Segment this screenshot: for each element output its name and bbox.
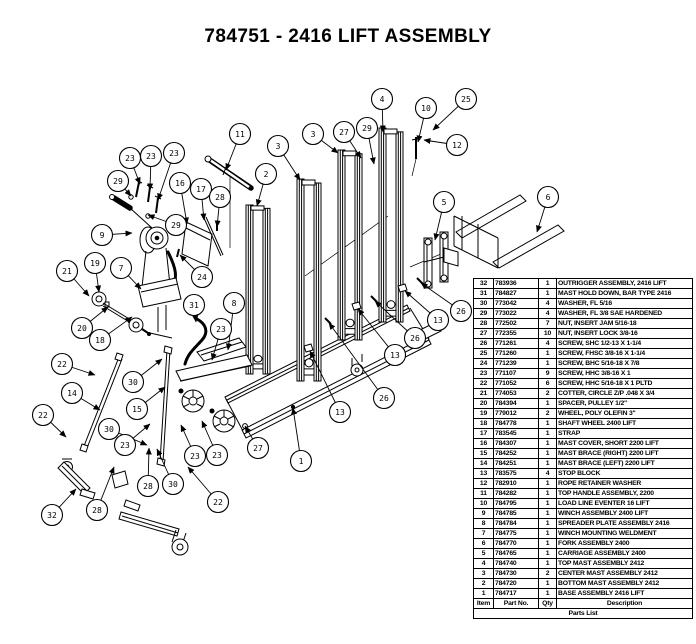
- callout-number: 22: [213, 497, 223, 507]
- cell-item: 16: [474, 439, 494, 449]
- cell-part-no: 771261: [494, 339, 539, 349]
- cell-description: FORK ASSEMBLY 2400: [557, 539, 693, 549]
- parts-table-row: [474, 499, 693, 509]
- cell-item: 5: [474, 549, 494, 559]
- cell-description: COTTER, CIRCLE Z/P .048 X 3/4: [557, 389, 693, 399]
- cell-item: 13: [474, 469, 494, 479]
- cell-part-no: 771052: [494, 379, 539, 389]
- parts-table-row: [474, 469, 693, 479]
- cell-part-no: 784827: [494, 289, 539, 299]
- cell-part-no: 771239: [494, 359, 539, 369]
- callout-number: 23: [190, 451, 200, 461]
- cell-qty: 1: [539, 579, 557, 589]
- cell-description: SPREADER PLATE ASSEMBLY 2416: [557, 519, 693, 529]
- cell-item: 6: [474, 539, 494, 549]
- parts-list-table: [473, 278, 693, 619]
- parts-table-row: [474, 539, 693, 549]
- cell-description: NUT, INSERT JAM 5/16-18: [557, 319, 693, 329]
- callout-number: 11: [235, 129, 245, 139]
- parts-table-row: [474, 289, 693, 299]
- cell-item: 19: [474, 409, 494, 419]
- callout-number: 15: [132, 404, 142, 414]
- cell-part-no: 784717: [494, 589, 539, 599]
- cell-description: WINCH MOUNTING WELDMENT: [557, 529, 693, 539]
- cell-description: MAST COVER, SHORT 2200 LIFT: [557, 439, 693, 449]
- cell-item: 3: [474, 569, 494, 579]
- center-mast-2-drawing: [338, 150, 362, 340]
- cell-description: OUTRIGGER ASSEMBLY, 2416 LIFT: [557, 279, 693, 289]
- cell-qty: 1: [539, 459, 557, 469]
- callout-number: 21: [62, 266, 72, 276]
- callout-number: 5: [441, 197, 447, 207]
- cell-part-no: 784251: [494, 459, 539, 469]
- callout-number: 26: [456, 306, 466, 316]
- parts-table-row: [474, 329, 693, 339]
- cell-qty: 2: [539, 569, 557, 579]
- cell-qty: 1: [539, 419, 557, 429]
- callout-number: 19: [90, 258, 100, 268]
- cell-qty: 10: [539, 329, 557, 339]
- cell-description: MAST HOLD DOWN, BAR TYPE 2416: [557, 289, 693, 299]
- parts-table-row: [474, 529, 693, 539]
- cell-part-no: 784730: [494, 569, 539, 579]
- cell-item: 8: [474, 519, 494, 529]
- cell-qty: 1: [539, 279, 557, 289]
- cell-description: WASHER, FL 5/16: [557, 299, 693, 309]
- parts-table-row: [474, 459, 693, 469]
- callout-number: 2: [263, 169, 269, 179]
- cell-item: 2: [474, 579, 494, 589]
- callout-number: 23: [169, 148, 179, 158]
- cell-qty: 1: [539, 529, 557, 539]
- cell-qty: 1: [539, 509, 557, 519]
- callout-number: 8: [231, 298, 237, 308]
- cell-part-no: 784720: [494, 579, 539, 589]
- parts-table-row: [474, 389, 693, 399]
- cell-qty: 1: [539, 489, 557, 499]
- cell-item: 20: [474, 399, 494, 409]
- cell-description: ROPE RETAINER WASHER: [557, 479, 693, 489]
- cell-item: 7: [474, 529, 494, 539]
- cell-description: SCREW, HHC 3/8-16 X 1: [557, 369, 693, 379]
- cell-item: 25: [474, 349, 494, 359]
- cell-qty: 1: [539, 349, 557, 359]
- callout-number: 16: [175, 178, 185, 188]
- callout-number: 7: [118, 263, 124, 273]
- header-qty: Qty: [539, 599, 557, 609]
- cell-description: SHAFT WHEEL 2400 LIFT: [557, 419, 693, 429]
- parts-table-row: [474, 349, 693, 359]
- cell-item: 17: [474, 429, 494, 439]
- cell-description: NUT, INSERT LOCK 3/8-16: [557, 329, 693, 339]
- cell-qty: 4: [539, 299, 557, 309]
- callout-number: 28: [143, 481, 153, 491]
- callout-number: 25: [461, 94, 471, 104]
- parts-table-row: [474, 399, 693, 409]
- callout-number: 20: [77, 323, 87, 333]
- cell-part-no: 771107: [494, 369, 539, 379]
- cell-qty: 4: [539, 309, 557, 319]
- cell-qty: 1: [539, 289, 557, 299]
- cell-item: 23: [474, 369, 494, 379]
- cell-description: STRAP: [557, 429, 693, 439]
- callout-number: 10: [421, 103, 431, 113]
- header-part-no: Part No.: [494, 599, 539, 609]
- parts-table-row: [474, 509, 693, 519]
- cell-description: SCREW, HHC 5/16-18 X 1 PLTD: [557, 379, 693, 389]
- cell-part-no: 784307: [494, 439, 539, 449]
- top-mast-drawing: [379, 128, 403, 322]
- cell-description: CARRIAGE ASSEMBLY 2400: [557, 549, 693, 559]
- cell-qty: 1: [539, 549, 557, 559]
- callout-number: 28: [215, 192, 225, 202]
- callout-number: 30: [168, 479, 178, 489]
- cell-description: SCREW, FHSC 3/8-16 X 1-1/4: [557, 349, 693, 359]
- callout-number: 29: [113, 176, 123, 186]
- callout-number: 26: [379, 393, 389, 403]
- parts-table-header-row: [474, 599, 693, 609]
- cell-qty: 1: [539, 449, 557, 459]
- callout-number: 23: [125, 153, 135, 163]
- callout-number: 31: [189, 300, 199, 310]
- callout-number: 23: [120, 440, 130, 450]
- parts-table-footer: Parts List: [474, 609, 693, 619]
- callout-number: 13: [390, 350, 400, 360]
- cell-item: 26: [474, 339, 494, 349]
- parts-table-row: [474, 369, 693, 379]
- cell-part-no: 784765: [494, 549, 539, 559]
- callout-number: 23: [212, 450, 222, 460]
- callout-number: 9: [99, 230, 105, 240]
- parts-table-footer-row: [474, 609, 693, 619]
- cell-description: CENTER MAST ASSEMBLY 2412: [557, 569, 693, 579]
- cell-item: 22: [474, 379, 494, 389]
- cell-item: 11: [474, 489, 494, 499]
- cell-part-no: 773042: [494, 299, 539, 309]
- callout-number: 3: [310, 129, 316, 139]
- cell-qty: 1: [539, 559, 557, 569]
- cell-item: 1: [474, 589, 494, 599]
- callout-number: 29: [362, 123, 372, 133]
- cell-item: 10: [474, 499, 494, 509]
- cell-item: 31: [474, 289, 494, 299]
- parts-table-row: [474, 589, 693, 599]
- callout-number: 30: [128, 377, 138, 387]
- cell-description: WINCH ASSEMBLY 2400 LIFT: [557, 509, 693, 519]
- load-line-eventer-drawing: [412, 137, 420, 176]
- callout-number: 27: [253, 443, 263, 453]
- parts-table-row: [474, 489, 693, 499]
- cell-qty: 2: [539, 409, 557, 419]
- callout-number: 28: [92, 505, 102, 515]
- parts-table-row: [474, 409, 693, 419]
- callout-number: 3: [275, 141, 281, 151]
- callout-number: 24: [197, 272, 207, 282]
- cell-part-no: 784778: [494, 419, 539, 429]
- cell-item: 32: [474, 279, 494, 289]
- parts-table-row: [474, 379, 693, 389]
- cell-part-no: 772355: [494, 329, 539, 339]
- header-item: Item: [474, 599, 494, 609]
- callout-number: 27: [339, 127, 349, 137]
- cell-item: 27: [474, 329, 494, 339]
- callout-number: 32: [47, 510, 57, 520]
- parts-table-row: [474, 279, 693, 289]
- page-title: 784751 - 2416 LIFT ASSEMBLY: [204, 26, 492, 47]
- parts-table-row: [474, 429, 693, 439]
- cell-part-no: 784785: [494, 509, 539, 519]
- callout-number: 6: [545, 192, 551, 202]
- parts-table-row: [474, 449, 693, 459]
- cell-part-no: 784784: [494, 519, 539, 529]
- callout-number: 23: [216, 324, 226, 334]
- callout-number: 30: [104, 424, 114, 434]
- parts-table-row: [474, 559, 693, 569]
- hardware-pins-drawing: [129, 180, 161, 218]
- cell-qty: 1: [539, 519, 557, 529]
- cell-qty: 1: [539, 429, 557, 439]
- parts-table-row: [474, 579, 693, 589]
- cell-description: WASHER, FL 3/8 SAE HARDENED: [557, 309, 693, 319]
- cell-qty: 4: [539, 339, 557, 349]
- cell-qty: 7: [539, 319, 557, 329]
- cell-item: 14: [474, 459, 494, 469]
- callout-number: 23: [146, 151, 156, 161]
- cell-qty: 1: [539, 589, 557, 599]
- callout-number: 13: [433, 315, 443, 325]
- parts-table-row: [474, 479, 693, 489]
- cell-description: BASE ASSEMBLY 2416 LIFT: [557, 589, 693, 599]
- cell-part-no: 784740: [494, 559, 539, 569]
- cell-part-no: 783545: [494, 429, 539, 439]
- cell-description: MAST BRACE (RIGHT) 2200 LIFT: [557, 449, 693, 459]
- cell-item: 29: [474, 309, 494, 319]
- parts-table-row: [474, 339, 693, 349]
- parts-table-row: [474, 359, 693, 369]
- cell-item: 18: [474, 419, 494, 429]
- cell-item: 21: [474, 389, 494, 399]
- parts-table-row: [474, 519, 693, 529]
- cell-description: LOAD LINE EVENTER 16 LIFT: [557, 499, 693, 509]
- cell-description: TOP HANDLE ASSEMBLY, 2200: [557, 489, 693, 499]
- cell-item: 4: [474, 559, 494, 569]
- cell-part-no: 784394: [494, 399, 539, 409]
- cell-description: SCREW, SHC 1/2-13 X 1-1/4: [557, 339, 693, 349]
- header-description: Description: [557, 599, 693, 609]
- cell-description: SCREW, BHC 5/16-18 X 7/8: [557, 359, 693, 369]
- parts-table-row: [474, 569, 693, 579]
- parts-table-row: [474, 309, 693, 319]
- parts-table-row: [474, 319, 693, 329]
- cell-item: 9: [474, 509, 494, 519]
- cell-qty: 2: [539, 389, 557, 399]
- cell-item: 28: [474, 319, 494, 329]
- callout-number: 1: [298, 456, 304, 466]
- cell-qty: 9: [539, 369, 557, 379]
- mast-bottom-drawing: [246, 205, 270, 374]
- cell-qty: 1: [539, 479, 557, 489]
- cell-part-no: 784775: [494, 529, 539, 539]
- callout-number: 26: [410, 333, 420, 343]
- cell-part-no: 784252: [494, 449, 539, 459]
- cell-part-no: 784795: [494, 499, 539, 509]
- cell-part-no: 771260: [494, 349, 539, 359]
- cell-item: 12: [474, 479, 494, 489]
- top-handle-drawing: [205, 156, 251, 188]
- cell-part-no: 779012: [494, 409, 539, 419]
- callout-number: 13: [335, 407, 345, 417]
- callout-number: 29: [171, 220, 181, 230]
- callout-number: 12: [452, 140, 462, 150]
- cell-item: 30: [474, 299, 494, 309]
- callout-number: 17: [196, 184, 206, 194]
- cell-part-no: 783936: [494, 279, 539, 289]
- parts-table-row: [474, 419, 693, 429]
- cell-qty: 1: [539, 359, 557, 369]
- cell-qty: 4: [539, 469, 557, 479]
- outrigger-left-drawing: [58, 459, 95, 499]
- cell-part-no: 772502: [494, 319, 539, 329]
- cell-qty: 1: [539, 439, 557, 449]
- parts-table-row: [474, 299, 693, 309]
- callout-number: 22: [38, 410, 48, 420]
- callout-number: 22: [57, 359, 67, 369]
- cell-part-no: 784770: [494, 539, 539, 549]
- cell-description: WHEEL, POLY OLEFIN 3": [557, 409, 693, 419]
- callout-number: 14: [67, 388, 77, 398]
- cell-description: TOP MAST ASSEMBLY 2412: [557, 559, 693, 569]
- cell-description: MAST BRACE (LEFT) 2200 LIFT: [557, 459, 693, 469]
- cell-item: 15: [474, 449, 494, 459]
- cell-part-no: 782910: [494, 479, 539, 489]
- cell-description: SPACER, PULLEY 1/2": [557, 399, 693, 409]
- callout-number: 4: [379, 94, 385, 104]
- callout-number: 18: [95, 335, 105, 345]
- cell-description: STOP BLOCK: [557, 469, 693, 479]
- cell-qty: 6: [539, 379, 557, 389]
- cell-qty: 1: [539, 399, 557, 409]
- cell-part-no: 783575: [494, 469, 539, 479]
- cell-part-no: 773022: [494, 309, 539, 319]
- cell-qty: 1: [539, 539, 557, 549]
- winch-mount-drawing: [138, 278, 181, 338]
- cell-description: BOTTOM MAST ASSEMBLY 2412: [557, 579, 693, 589]
- cell-item: 24: [474, 359, 494, 369]
- parts-table-row: [474, 549, 693, 559]
- cell-qty: 1: [539, 499, 557, 509]
- parts-table-row: [474, 439, 693, 449]
- cell-part-no: 774053: [494, 389, 539, 399]
- parts-table-body: [474, 279, 693, 599]
- cell-part-no: 784282: [494, 489, 539, 499]
